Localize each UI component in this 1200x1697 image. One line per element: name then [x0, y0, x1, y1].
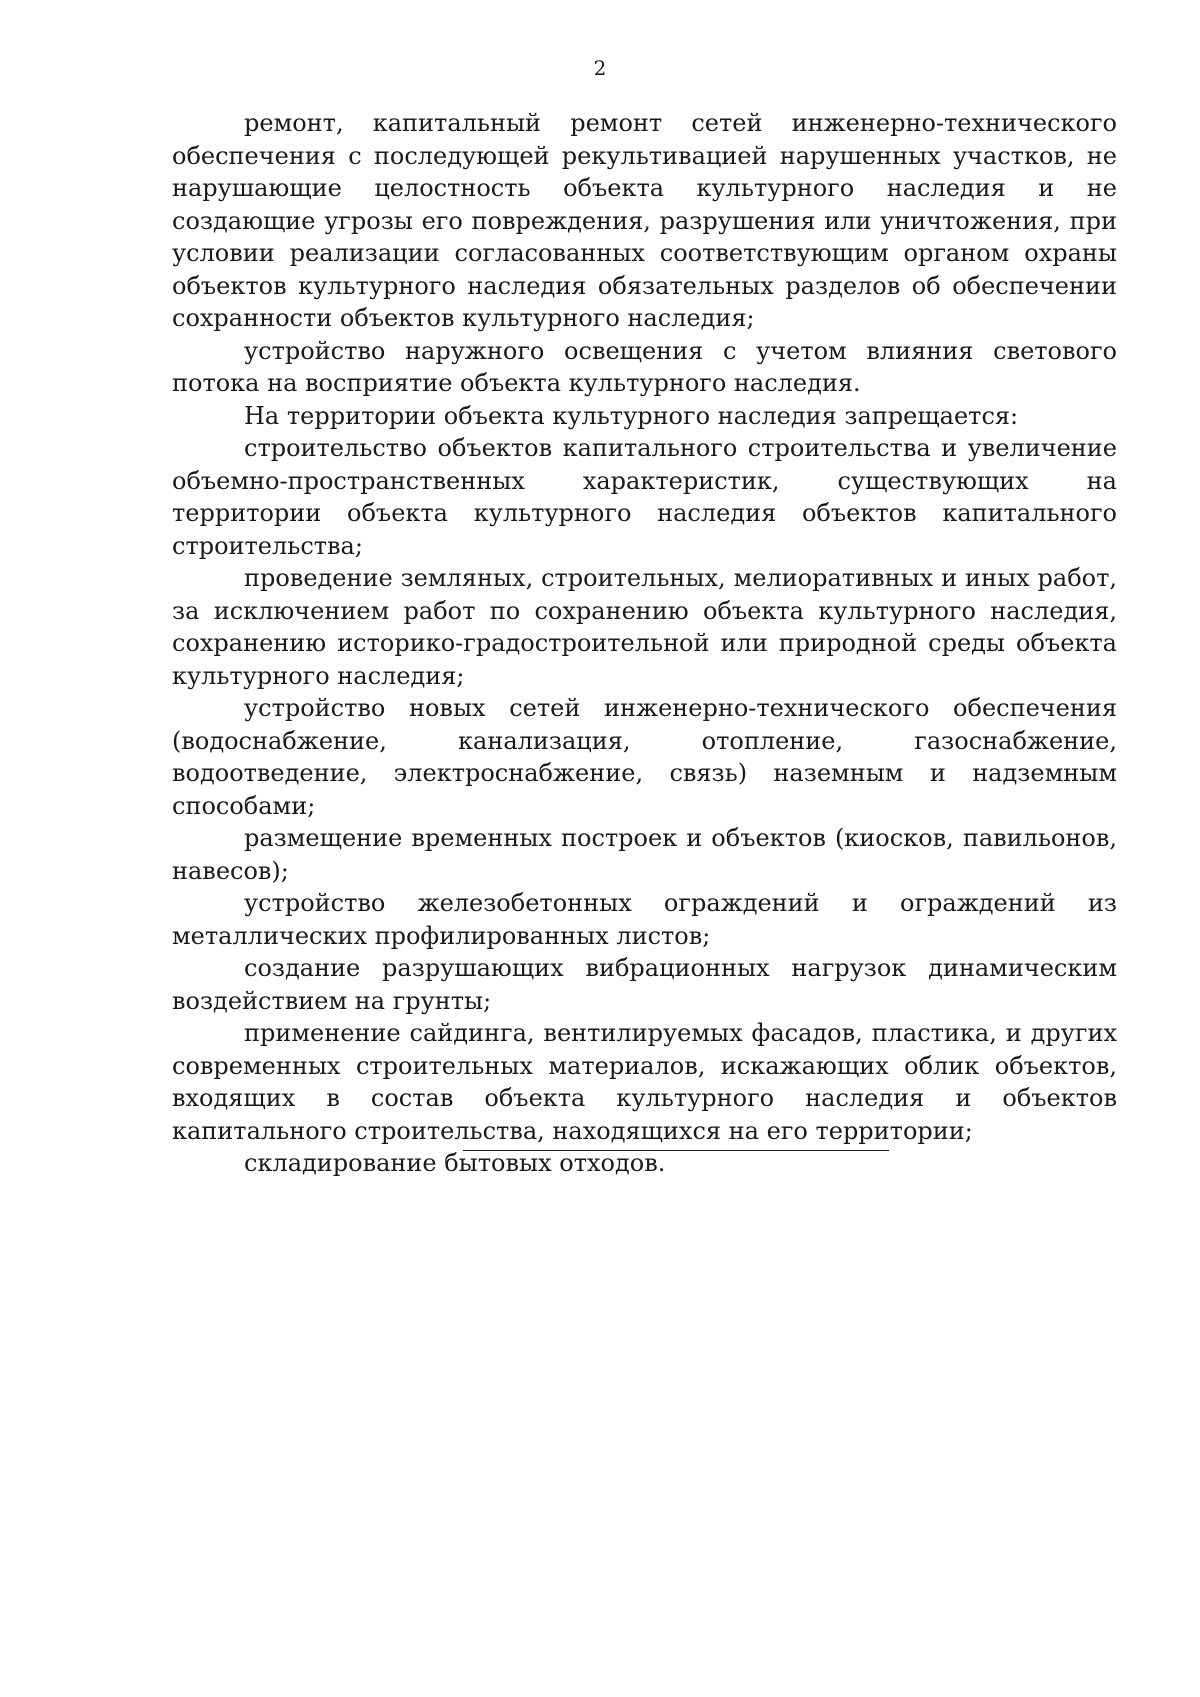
paragraph-outdoor-lighting: устройство наружного освещения с учетом влияния светового потока на восприятие объекта культурного наследия.: [172, 336, 1117, 397]
paragraph-temporary-buildings: размещение временных построек и объектов (киосков, павильонов, навесов);: [172, 824, 1117, 885]
paragraph-vibration-loads: создание разрушающих вибрационных нагрузок динамическим воздействием на грунты;: [172, 954, 1117, 1015]
page-number: 2: [593, 56, 607, 80]
paragraph-new-networks: устройство новых сетей инженерно-технического обеспечения (водоснабжение, канализация, отопление, газоснабжение, водоотведение, электроснабжение, связь) наземным и надземным способами;: [172, 694, 1117, 820]
paragraph-capital-construction: строительство объектов капитального строительства и увеличение объемно-пространственных характеристик, существующих на территории объекта культурного наследия объектов капитального строительства;: [172, 434, 1117, 560]
paragraph-earthworks: проведение земляных, строительных, мелиоративных и иных работ, за исключением работ по сохранению объекта культурного наследия, сохранению историко-градостроительной или природной среды объекта культурного наследия;: [172, 564, 1117, 690]
document-body: [172, 107, 1117, 1180]
end-of-document-rule: [463, 1150, 889, 1151]
paragraph-modern-materials: применение сайдинга, вентилируемых фасадов, пластика, и других современных строительных материалов, искажающих облик объектов, входящих в состав объекта культурного наследия и объектов капитального строительства, находящихся на его территории;: [172, 1019, 1117, 1145]
paragraph-waste-storage: складирование бытовых отходов.: [244, 1149, 666, 1177]
paragraph-prohibitions-heading: На территории объекта культурного наследия запрещается:: [244, 401, 1019, 430]
paragraph-repair-networks: ремонт, капитальный ремонт сетей инженерно-технического обеспечения с последующей рекультивацией нарушенных участков, не нарушающие целостность объекта культурного наследия и не создающие угрозы его повреждения, разрушения или уничтожения, при условии реализации согласованных соответствующим органом охраны объектов культурного наследия обязательных разделов об обеспечении сохранности объектов культурного наследия;: [172, 109, 1117, 332]
paragraph-fences: устройство железобетонных ограждений и ограждений из металлических профилированных листов;: [172, 889, 1117, 950]
